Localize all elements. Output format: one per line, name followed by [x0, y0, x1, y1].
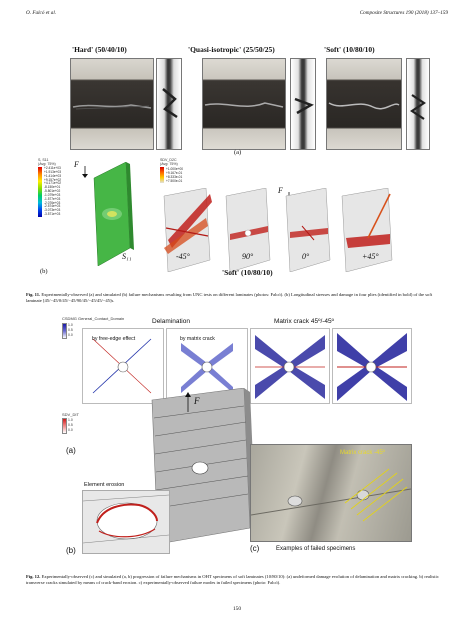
sdv-dit-value-mid: 0.5: [68, 423, 73, 427]
photo-quasi-side: [290, 58, 316, 150]
page-number: 150: [232, 606, 242, 612]
force-arrow-1: [81, 166, 89, 178]
force-arrow-fig12: [184, 392, 192, 412]
sim-label-minus45: -45°: [176, 252, 190, 261]
fig11-caption-text: Experimentally-observed (a) and simulated (b) failure mechanisms resulting from UNC tests on different laminates (photos: Falcó). (b) Longitudinal stresses and damage in four plies (identified in bold) of the soft laminate [45/−45/0/45/−45/90/45/−45/45/−45]s.: [26, 292, 433, 304]
cdm-legend-values: [68, 323, 73, 338]
figure-11: [26, 36, 448, 286]
photo-matrix-crack-label: Matrix crack -45º: [340, 450, 385, 456]
s11-legend-value: +1.913e+03: [44, 169, 62, 174]
fig12-caption-text: Experimentally-observed (c) and simulated (a, b) progression of failure mechanisms in OHT specimens of soft laminates (10/80/10): (a) undeformed damage evolution of delamination and matrix cracking. b) realistic transverse cracks simulated by means of crack-band erosion. c) experimentally-observed failure modes in failed specimens (photo: Falcó).: [26, 574, 439, 586]
force-label-fig12: F: [194, 396, 200, 406]
cdm-value-max: 1.0: [68, 323, 73, 327]
s11-legend-sub: (Avg: 75%): [38, 162, 56, 166]
sdv-legend-value: +8.333e-01: [166, 175, 183, 179]
delamination-title: Delamination: [152, 318, 190, 325]
photo-soft-front: [326, 58, 402, 150]
sdv-dit-colorbar: [62, 418, 67, 434]
sdv-dit-value-max: 1.0: [68, 418, 73, 422]
photo-quasi-front: [202, 58, 286, 150]
photo-soft-side: [406, 58, 430, 150]
s11-colorbar: [38, 167, 42, 217]
s11-legend-value: -1.079e+03: [44, 192, 61, 197]
fig11-caption: [26, 292, 448, 304]
s11-legend-values: [44, 167, 61, 217]
sdv-dit-value-min: 0.0: [68, 428, 73, 432]
sim-label-0: 0°: [302, 252, 310, 261]
cdm-legend-title: CSDMG General_Contact_Domain: [62, 316, 125, 321]
examples-label: Examples of failed specimens: [276, 546, 356, 552]
s11-legend-value: -2.076e+03: [44, 200, 61, 205]
running-header-journal: Composite Structures 190 (2018) 137–159: [359, 10, 448, 16]
sim-label-plus45: +45°: [362, 252, 379, 261]
sim-s11-ply: [90, 162, 134, 266]
sdv-legend-value: +9.167e-01: [166, 171, 183, 175]
soft-laminate-label: 'Soft' (10/80/10): [222, 268, 273, 277]
by-matrix-annotation: by matrix crack: [180, 336, 215, 342]
photo-hard-front: [70, 58, 154, 150]
sdv-legend: [160, 158, 202, 188]
s11-legend-title: S, S11: [38, 158, 49, 162]
sim-label-s11: S₁₁: [122, 252, 132, 261]
laminate-quasi-label: 'Quasi-isotropic' (25/50/25): [188, 45, 275, 54]
fig12-label-a: (a): [66, 446, 76, 455]
sdv-colorbar: [160, 167, 164, 183]
sdv-legend-values: [166, 167, 183, 183]
fig11-label-b: (b): [40, 268, 48, 275]
fig12-label-b: (b): [66, 546, 76, 555]
sdv-legend-value: +7.500e-01: [166, 179, 183, 183]
s11-legend-value: +2.411e+03: [44, 166, 61, 170]
s11-legend-value: -3.073e+03: [44, 208, 61, 213]
figure-12: [60, 316, 420, 566]
fig12-caption-title: Fig. 12.: [26, 574, 41, 579]
sim-label-90: 90°: [242, 252, 254, 261]
s11-legend: [38, 158, 78, 230]
force-label-1: F: [74, 160, 79, 169]
failed-specimen-photo: [250, 444, 412, 542]
damage-panel-matrix-45b: [332, 328, 412, 404]
sdv-legend-sub: (Avg: 75%): [160, 162, 178, 166]
sdv-dit-legend-values: [68, 418, 73, 433]
fig11-caption-title: Fig. 11.: [26, 292, 41, 297]
laminate-soft-label: 'Soft' (10/80/10): [324, 45, 375, 54]
fig12-caption: [26, 574, 448, 586]
matrix-crack-title: Matrix crack 45º/-45º: [274, 318, 335, 325]
s11-legend-value: -1.577e+03: [44, 196, 61, 201]
force-label-2: F: [278, 186, 283, 195]
s11-legend-value: -8.150e+01: [44, 185, 61, 190]
s11-legend-value: -3.571e+03: [44, 212, 61, 217]
fig12-label-c: (c): [250, 544, 260, 553]
running-header-authors: O. Falcó et al.: [26, 10, 57, 16]
cdm-value-mid: 0.5: [68, 328, 73, 332]
s11-legend-value: +9.157e+02: [44, 177, 62, 182]
free-edge-annotation: by free-edge effect: [92, 336, 136, 342]
element-erosion-label: Element erosion: [84, 482, 125, 488]
sdv-dit-legend-title: SDV_DIT: [62, 412, 79, 417]
s11-legend-value: -5.801e+02: [44, 189, 61, 194]
cdm-colorbar: [62, 323, 67, 339]
fig11-label-a: (a): [234, 149, 242, 156]
s11-legend-value: +1.414e+03: [44, 173, 62, 178]
s11-legend-value: +4.171e+02: [44, 181, 62, 186]
erosion-inset: [82, 490, 170, 554]
damage-panel-matrix-45a: [250, 328, 330, 404]
sdv-legend-title: SDV_D2C: [160, 158, 177, 162]
laminate-hard-label: 'Hard' (50/40/10): [72, 45, 127, 54]
s11-legend-value: -2.574e+03: [44, 204, 61, 209]
sdv-legend-value: +1.000e+00: [166, 167, 184, 171]
photo-hard-side: [156, 58, 182, 150]
cdm-value-min: 0.0: [68, 333, 73, 337]
